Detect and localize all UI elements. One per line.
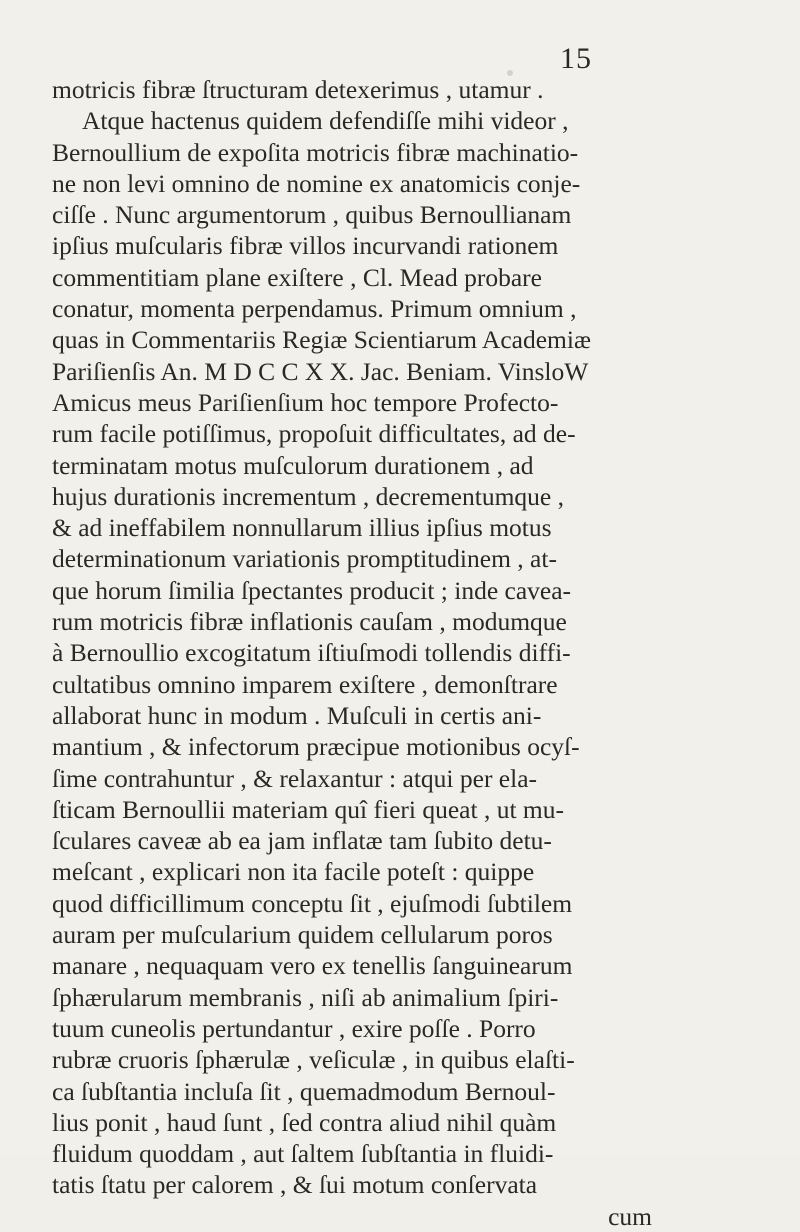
text-line: rubræ cruoris ſphærulæ , veſiculæ , in quibus elaſti-: [52, 1045, 575, 1075]
text-line: ſculares caveæ ab ea jam inflatæ tam ſubito detu-: [52, 826, 552, 856]
page-number: 15: [560, 42, 592, 75]
text-line: Bernoullium de expoſita motricis fibræ machinatio-: [52, 137, 579, 167]
text-line: lius ponit , haud ſunt , ſed contra aliud nihil quàm: [52, 1107, 557, 1137]
text-line: ca ſubſtantia incluſa ſit , quemadmodum Bernoul-: [52, 1076, 556, 1106]
text-line: Pariſienſis An. M D C C X X. Jac. Beniam. VinsloW: [52, 356, 589, 386]
text-line: fluidum quoddam , aut ſaltem ſubſtantia in fluidi-: [52, 1139, 554, 1169]
text-line: à Bernoullio excogitatum iſtiuſmodi tollendis diffi-: [52, 638, 571, 668]
text-line: mantium , & infectorum præcipue motionibus ocyſ-: [52, 732, 580, 762]
text-line: ſphærularum membranis , niſi ab animalium ſpiri-: [52, 982, 559, 1012]
text-line: hujus durationis incrementum , decrementumque ,: [52, 481, 564, 511]
text-line: ſticam Bernoullii materiam quî fieri queat , ut mu-: [52, 794, 564, 824]
text-line: conatur, momenta perpendamus. Primum omnium ,: [52, 294, 577, 324]
text-line: quas in Commentariis Regiæ Scientiarum Academiæ: [52, 325, 591, 355]
text-line: rum facile potiſſimus, propoſuit difficultates, ad de-: [52, 419, 576, 449]
text-line: rum motricis fibræ inflationis cauſam , modumque: [52, 607, 567, 637]
text-line: ne non levi omnino de nomine ex anatomicis conje-: [52, 168, 581, 198]
text-line: meſcant , explicari non ita facile poteſt : quippe: [52, 857, 535, 887]
text-line: quod difficillimum conceptu ſit , ejuſmodi ſubtilem: [52, 888, 573, 918]
text-line: tuum cuneolis pertundantur , exire poſſe . Porro: [52, 1013, 536, 1043]
text-line: cultatibus omnino imparem exiſtere , demonſtrare: [52, 669, 558, 699]
catchword: cum: [608, 1201, 652, 1231]
text-line: determinationum variationis promptitudinem , at-: [52, 544, 557, 574]
text-line: ciſſe . Nunc argumentorum , quibus Bernoullianam: [52, 200, 572, 230]
text-line: manare , nequaquam vero ex tenellis ſanguinearum: [52, 951, 573, 981]
text-line: que horum ſimilia ſpectantes producit ; inde cavea-: [52, 575, 572, 605]
text-line: allaborat hunc in modum . Muſculi in certis ani-: [52, 700, 542, 730]
text-line: ſime contrahuntur , & relaxantur : atqui per ela-: [52, 763, 538, 793]
text-line: & ad ineffabilem nonnullarum illius ipſius motus: [52, 513, 552, 543]
text-line: terminatam motus muſculorum durationem , ad: [52, 450, 534, 480]
text-line: Atque hactenus quidem defendiſſe mihi videor ,: [82, 106, 569, 136]
text-line: ipſius muſcularis fibræ villos incurvandi rationem: [52, 231, 559, 261]
text-line: auram per muſcularium quidem cellularum poros: [52, 920, 553, 950]
text-line: commentitiam plane exiſtere , Cl. Mead probare: [52, 262, 542, 292]
body-text: [52, 74, 742, 1232]
text-line: Amicus meus Pariſienſium hoc tempore Profecto-: [52, 387, 559, 417]
text-line: motricis fibræ ſtructuram detexerimus , utamur .: [52, 75, 544, 104]
text-line: tatis ſtatu per calorem , & ſui motum conſervata: [52, 1170, 538, 1200]
